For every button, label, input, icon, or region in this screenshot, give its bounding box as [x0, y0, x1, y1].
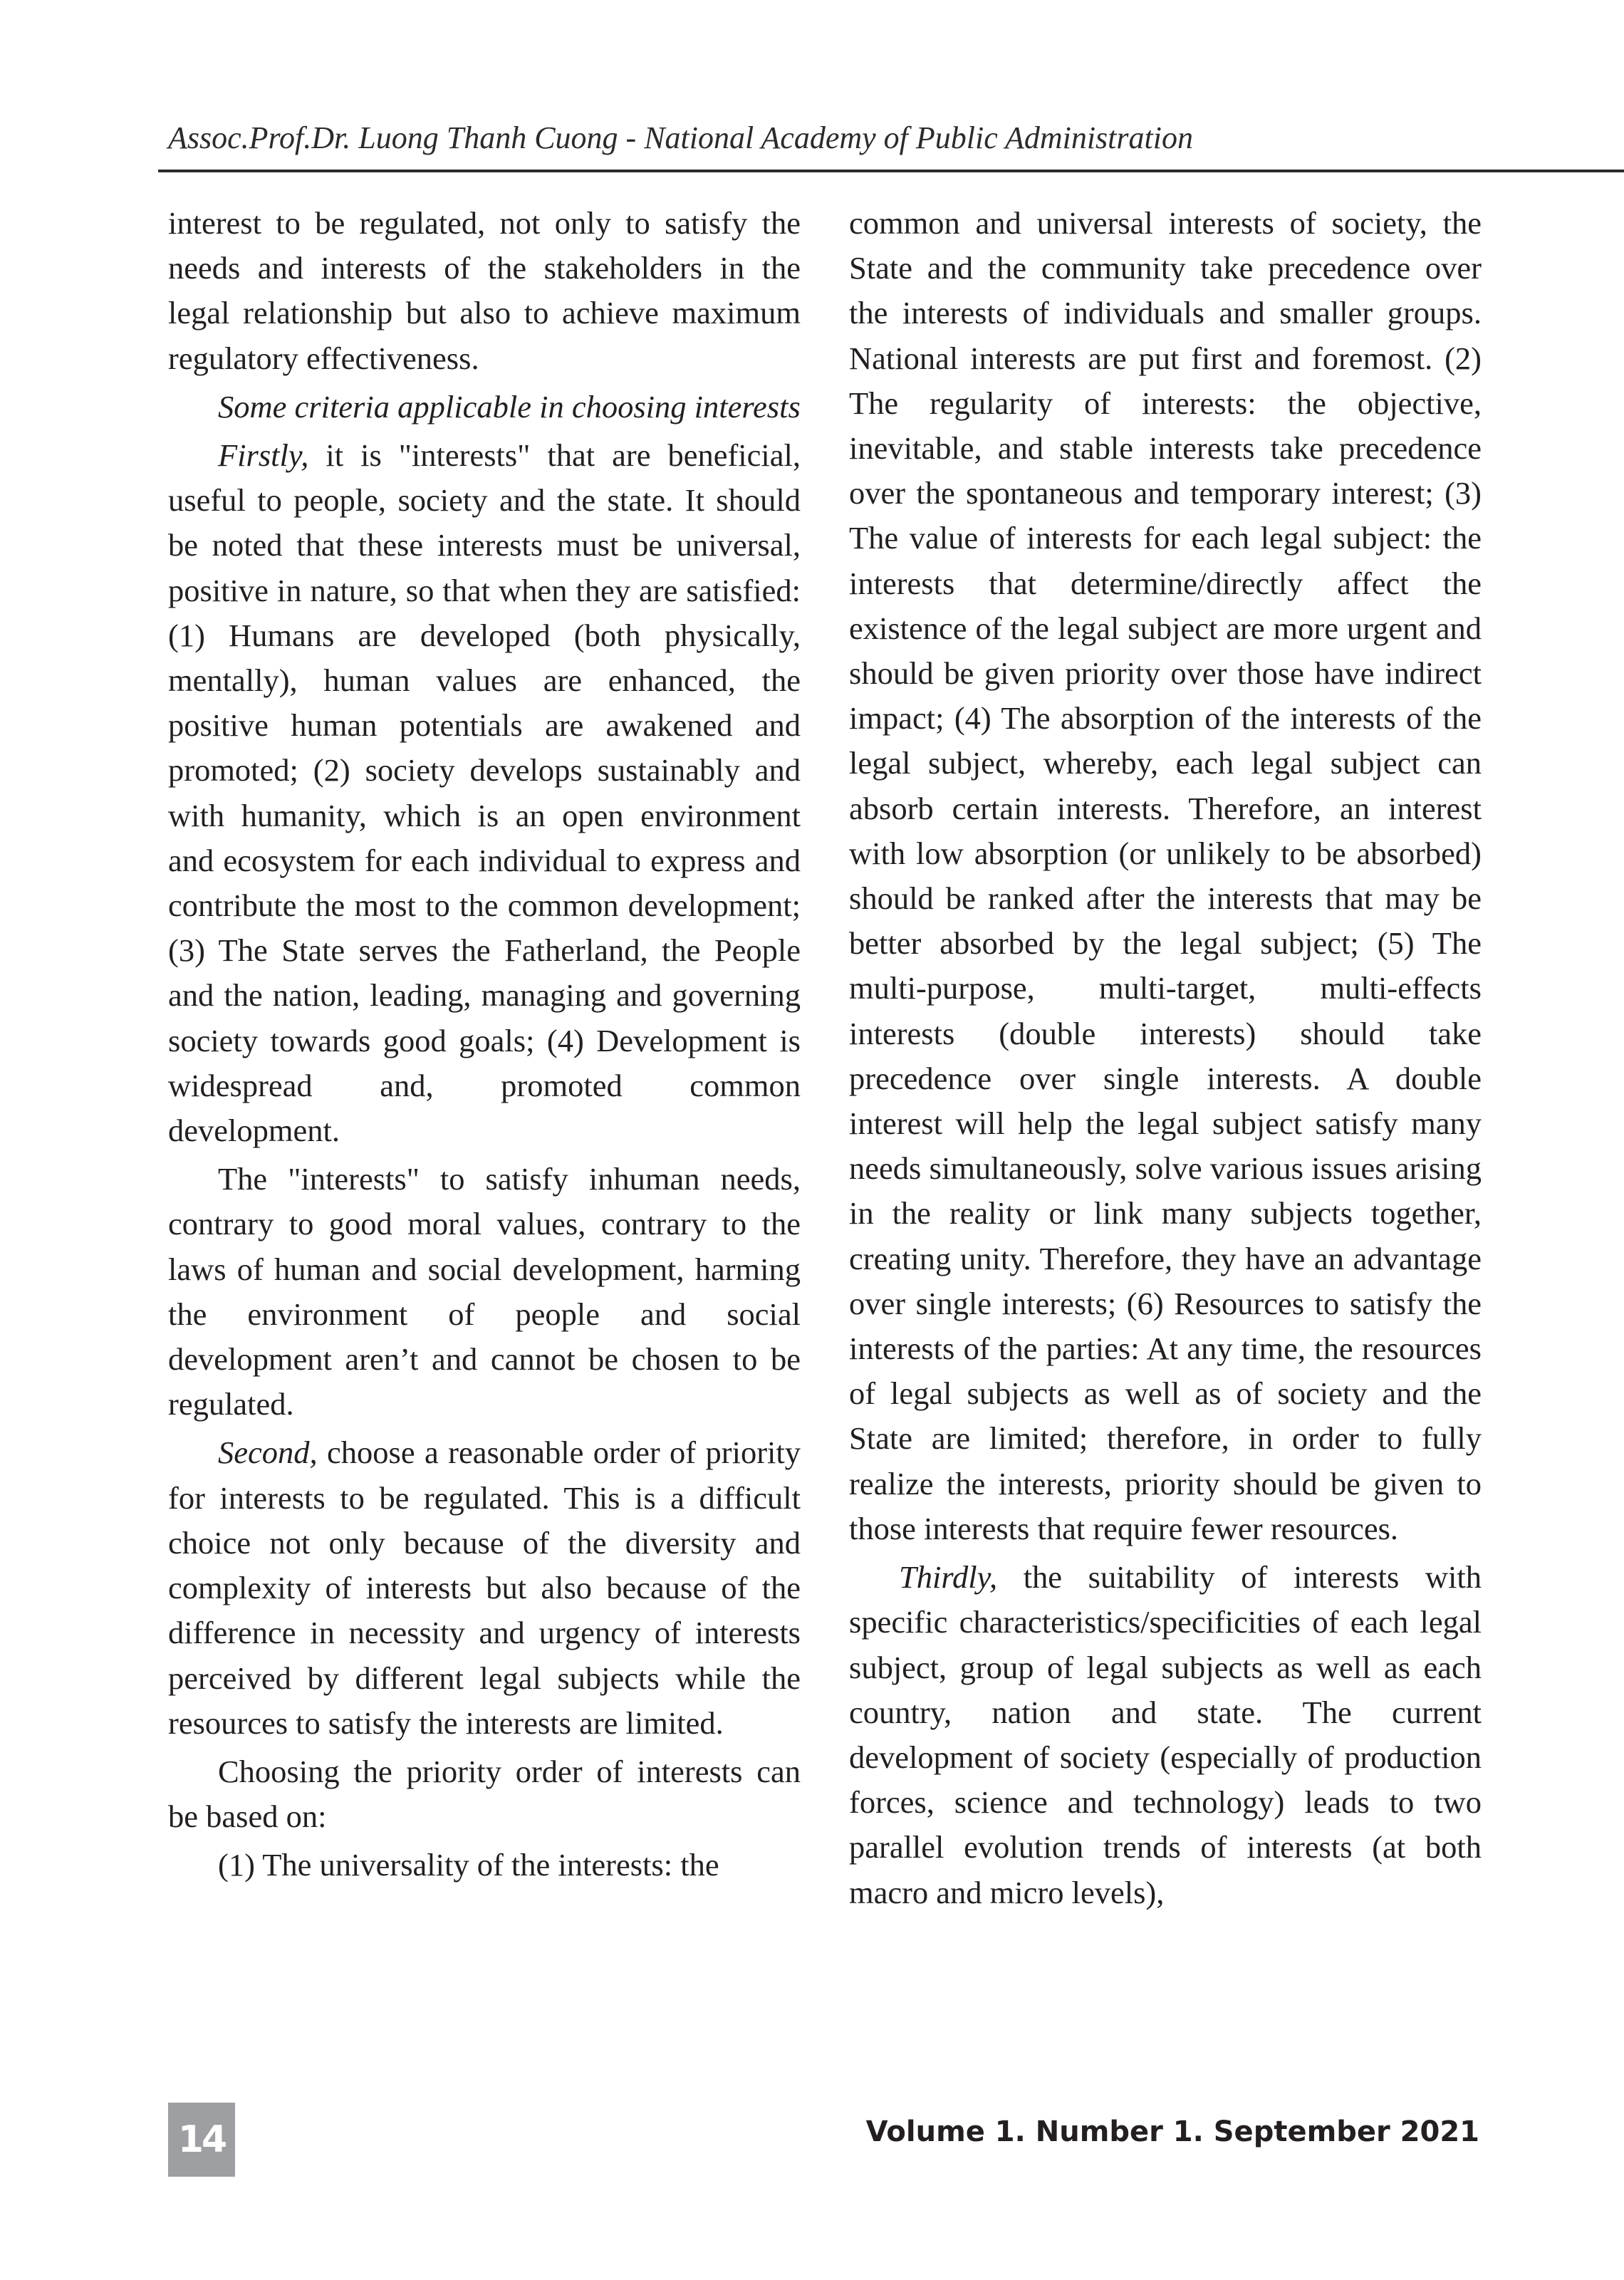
right-column: [849, 201, 1482, 1919]
paragraph-criteria-list: common and universal interests of society, the State and the community take precedence over the interests of individuals and smaller groups. National interests are put first and foremost. (2) The regularity of interests: the objective, inevitable, and stable interests take precedence over the spontaneous and temporary interest; (3) The value of interests for each legal subject: the interests that determine/directly affect the existence of the legal subject are more urgent and should be given priority over those have indirect impact; (4) The absorption of the interests of the legal subject, whereby, each legal subject can absorb certain interests. Therefore, an interest with low absorption (or unlikely to be absorbed) should be ranked after the interests that may be better absorbed by the legal subject; (5) The multi-purpose, multi-target, multi-effects interests (double interests) should take precedence over single interests. A double interest will help the legal subject satisfy many needs simultaneously, solve various issues arising in the reality or link many subjects together, creating unity. Therefore, they have an advantage over single interests; (6) Resources to satisfy the interests of the parties: At any time, the resources of legal subjects as well as of society and the State are limited; therefore, in order to fully realize the interests, priority should be given to those interests that require fewer resources.: [849, 205, 1482, 1546]
paragraph-text: the suitability of interests with specific characteristics/specificities of each legal subject, group of legal subjects as well as each country, nation and state. The current development of society (especially of production forces, science and technology) leads to two parallel evolution trends of interests (at both macro and micro levels),: [849, 1559, 1482, 1910]
paragraph-priority-order: Choosing the priority order of interests can be based on:: [168, 1753, 801, 1835]
header-divider: [158, 170, 1624, 172]
lead-word: Firstly,: [218, 437, 309, 474]
lead-word: Second,: [218, 1435, 318, 1471]
paragraph-second: [168, 1430, 801, 1745]
paragraph-universality: (1) The universality of the interests: the: [218, 1847, 719, 1883]
page-number: 14: [168, 2103, 235, 2177]
subheading-text: Some criteria applicable in choosing interests: [218, 388, 801, 425]
paragraph-inhuman-needs: The "interests" to satisfy inhuman needs, contrary to good moral values, contrary to the laws of human and social development, harming the environment of people and social development aren’t and cannot be chosen to be regulated.: [168, 1161, 801, 1422]
subheading-criteria: [168, 385, 801, 430]
left-column: [168, 201, 801, 1892]
paragraph-text: choose a reasonable order of priority for interests to be regulated. This is a difficult choice not only because of the diversity and complexity of interests but also because of the difference in necessity and urgency of interests perceived by different legal subjects while the resources to satisfy the interests are limited.: [168, 1435, 801, 1741]
paragraph-firstly: [168, 433, 801, 1153]
running-head: Assoc.Prof.Dr. Luong Thanh Cuong - National Academy of Public Administration: [168, 120, 1193, 155]
lead-word: Thirdly,: [899, 1559, 998, 1596]
paragraph-continued: interest to be regulated, not only to satisfy the needs and interests of the stakeholders in the legal relationship but also to achieve maximum regulatory effectiveness.: [168, 205, 801, 376]
paragraph-text: it is "interests" that are beneficial, useful to people, society and the state. It should be noted that these interests must be universal, positive in nature, so that when they are satisfied: (1) Humans are developed (both physically, mentally), human values are enhanced, the positive human potentials are awakened and promoted; (2) society develops sustainably and with humanity, which is an open environment and ecosystem for each individual to express and contribute the most to the common development; (3) The State serves the Fatherland, the People and the nation, leading, managing and governing society towards good goals; (4) Development is widespread and, promoted common development.: [168, 437, 801, 1149]
issue-info: Volume 1. Number 1. September 2021: [865, 2115, 1479, 2148]
paragraph-thirdly: [849, 1555, 1482, 1915]
